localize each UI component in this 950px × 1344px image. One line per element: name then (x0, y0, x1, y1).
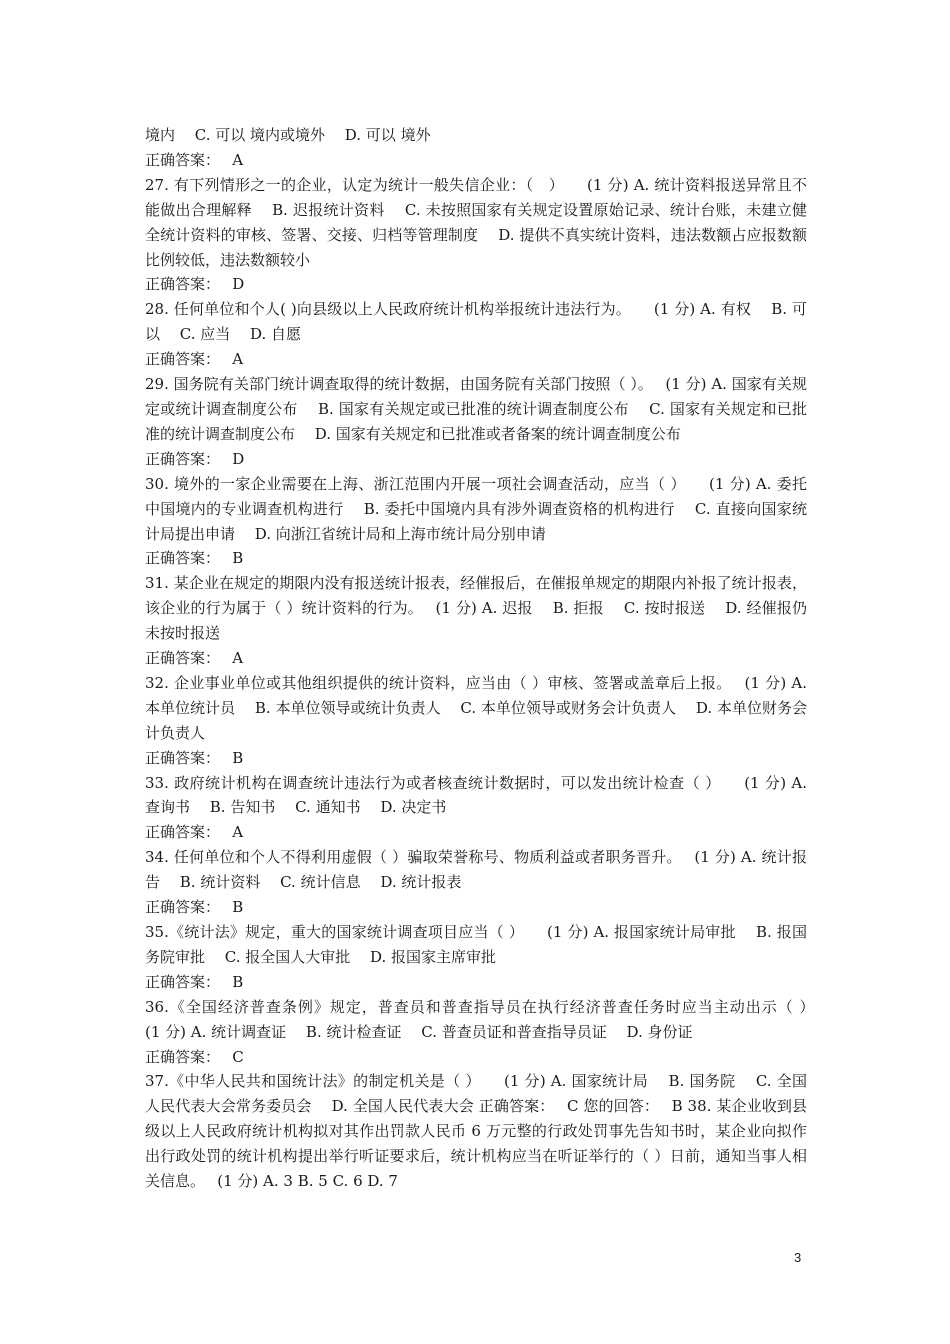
question-35: 35.《统计法》规定，重大的国家统计调查项目应当（ ） (1 分) A. 报国家统计局审批 B. 报国务院审批 C. 报全国人大审批 D. 报国家主席审批 (145, 923, 807, 966)
question-text-block (145, 123, 838, 1194)
answer-line: 正确答案： D (145, 275, 245, 294)
answer-line: 正确答案： A (145, 823, 244, 842)
question-32: 32. 企业事业单位或其他组织提供的统计资料，应当由（ ）审核、签署或盖章后上报。 (1 分) A. 本单位统计员 B. 本单位领导或统计负责人 C. 本单位领导或财务会计负责人 D. 本单位财务会计负责人 (145, 673, 807, 742)
question-37-38: 37.《中华人民共和国统计法》的制定机关是（ ） (1 分) A. 国家统计局 B. 国务院 C. 全国人民代表大会常务委员会 D. 全国人民代表大会 正确答案： C 您的回答： B 38. 某企业收到县级以上人民政府统计机构拟对其作出罚款人民币 6 万元整的行政处罚事先告知书时，某企业向拟作出行政处罚的统计机构提出举行听证要求后，统计机构应当在听证举行的（ ）日前，通知当事人相关信息。 (1 分) A. 3 B. 5 C. 6 D. 7 (145, 1072, 807, 1191)
question-31: 31. 某企业在规定的期限内没有报送统计报表，经催报后，在催报单规定的期限内补报了统计报表，该企业的行为属于（ ）统计资料的行为。 (1 分) A. 迟报 B. 拒报 C. 按时报送 D. 经催报仍未按时报送 (145, 574, 807, 643)
page-number: 3 (794, 1250, 802, 1265)
text-line: 境内 C. 可以 境内或境外 D. 可以 境外 (145, 126, 431, 144)
question-28: 28. 任何单位和个人( )向县级以上人民政府统计机构举报统计违法行为。 (1 分) A. 有权 B. 可以 C. 应当 D. 自愿 (145, 300, 807, 344)
question-29: 29. 国务院有关部门统计调查取得的统计数据，由国务院有关部门按照（ ）。 (1 分) A. 国家有关规定或统计调查制度公布 B. 国家有关规定或已批准的统计调查制度公布 C. 国家有关规定和已批准的统计调查制度公布 D. 国家有关规定和已批准或者备案的统计调查制度公布 (145, 375, 807, 443)
question-33: 33. 政府统计机构在调查统计违法行为或者核查统计数据时，可以发出统计检查（ ） (1 分) A. 查询书 B. 告知书 C. 通知书 D. 决定书 (145, 773, 807, 817)
answer-line: 正确答案： A (145, 150, 244, 169)
question-36: 36.《全国经济普查条例》规定，普查员和普查指导员在执行经济普查任务时应当主动出示（ ） (1 分) A. 统计调查证 B. 统计检查证 C. 普查员证和普查指导员证 D. 身份证 (145, 997, 838, 1041)
question-34: 34. 任何单位和个人不得利用虚假（ ）骗取荣誉称号、物质利益或者职务晋升。 (1 分) A. 统计报告 B. 统计资料 C. 统计信息 D. 统计报表 (145, 848, 807, 892)
answer-line: 正确答案： B (145, 972, 244, 991)
answer-line: 正确答案： B (145, 748, 244, 767)
answer-line: 正确答案： D (145, 449, 245, 468)
answer-line: 正确答案： A (145, 649, 244, 668)
answer-line: 正确答案： A (145, 350, 244, 369)
answer-line: 正确答案： B (145, 549, 244, 568)
question-27: 27. 有下列情形之一的企业，认定为统计一般失信企业：（ ） (1 分) A. 统计资料报送异常且不能做出合理解释 B. 迟报统计资料 C. 未按照国家有关规定设置原始记录、统计台账，未建立健全统计资料的审核、签署、交接、归档等管理制度 D. 提供不真实统计资料，违法数额占应报数额比例较低，违法数额较小 (145, 175, 807, 269)
question-30: 30. 境外的一家企业需要在上海、浙江范围内开展一项社会调查活动，应当（ ） (1 分) A. 委托中国境内的专业调查机构进行 B. 委托中国境内具有涉外调查资格的机构进行 C. 直接向国家统计局提出申请 D. 向浙江省统计局和上海市统计局分别申请 (145, 474, 807, 543)
answer-line: 正确答案： C (145, 1047, 244, 1066)
answer-line: 正确答案： B (145, 898, 244, 917)
